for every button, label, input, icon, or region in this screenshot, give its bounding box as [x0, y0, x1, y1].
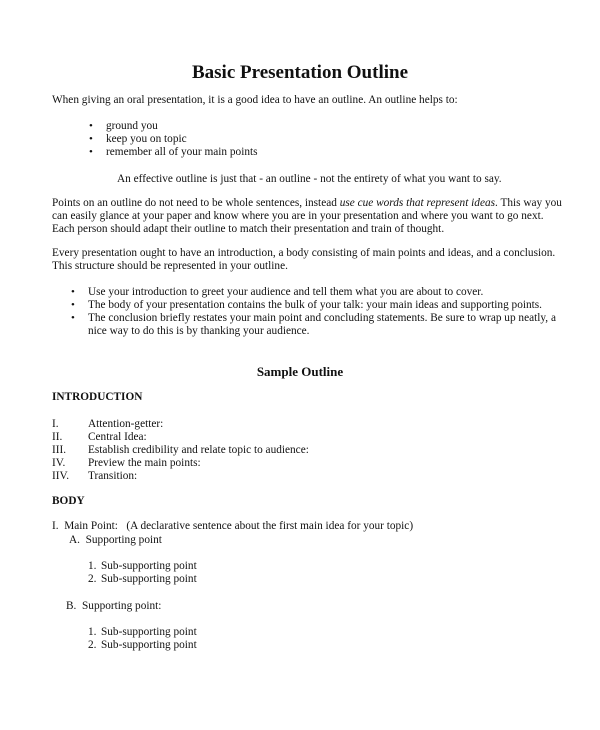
item-number: 2.	[88, 573, 97, 585]
supporting-point-a: A. Supporting point	[69, 534, 162, 546]
item-text: Sub-supporting point	[101, 626, 197, 638]
item-text: Sub-supporting point	[101, 560, 197, 572]
list-item: • The conclusion briefly restates your main point and concluding statements. Be sure to wrap up neatly, a nice way to do this is by thanking your audience.	[88, 312, 558, 338]
introduction-heading: INTRODUCTION	[52, 391, 143, 403]
list-item: • Use your introduction to greet your audience and tell them what you are about to cover.	[88, 286, 558, 299]
main-point-line: I. Main Point: (A declarative sentence about the first main idea for your topic)	[52, 520, 414, 532]
item-text: Transition:	[88, 470, 138, 482]
structure-bullet-list	[88, 286, 558, 338]
body-heading: BODY	[52, 495, 85, 507]
cue-words-text-after: . This way you can easily glance at your paper and know where you are in your presentation and where you want to go next. Each person should adapt their outline to match their presentation and train of thought.	[52, 197, 562, 235]
item-number: IIV.	[52, 470, 70, 482]
item-number: I.	[52, 418, 59, 430]
item-text: Preview the main points:	[88, 457, 201, 469]
list-item: • keep you on topic	[106, 133, 258, 146]
item-number: III.	[52, 444, 67, 456]
item-number: 2.	[88, 639, 97, 651]
list-item: • remember all of your main points	[106, 146, 258, 159]
effective-outline-paragraph: An effective outline is just that - an outline - not the entirety of what you want to say.	[117, 173, 502, 185]
item-text: Attention-getter:	[88, 418, 164, 430]
sample-outline-title: Sample Outline	[256, 364, 344, 379]
cue-words-text-before: Points on an outline do not need to be whole sentences, instead	[52, 197, 340, 209]
intro-paragraph: When giving an oral presentation, it is a good idea to have an outline. An outline helps to:	[52, 94, 458, 106]
outline-helps-list	[106, 120, 258, 159]
cue-words-italic: use cue words that represent ideas	[339, 197, 496, 209]
item-text: Sub-supporting point	[101, 573, 197, 585]
structure-paragraph: Every presentation ought to have an introduction, a body consisting of main points and ideas, and a conclusion. This structure should be represented in your outline.	[52, 247, 556, 272]
cue-words-paragraph	[52, 197, 562, 236]
item-number: 1.	[88, 626, 97, 638]
item-number: 1.	[88, 560, 97, 572]
item-text: Establish credibility and relate topic to audience:	[88, 444, 309, 456]
supporting-point-b: B. Supporting point:	[66, 600, 162, 612]
item-number: II.	[52, 431, 63, 443]
page-title: Basic Presentation Outline	[191, 62, 409, 83]
item-text: Central Idea:	[88, 431, 147, 443]
item-text: Sub-supporting point	[101, 639, 197, 651]
item-number: IV.	[52, 457, 66, 469]
list-item: • The body of your presentation contains the bulk of your talk: your main ideas and supporting points.	[88, 299, 558, 312]
list-item: • ground you	[106, 120, 258, 133]
